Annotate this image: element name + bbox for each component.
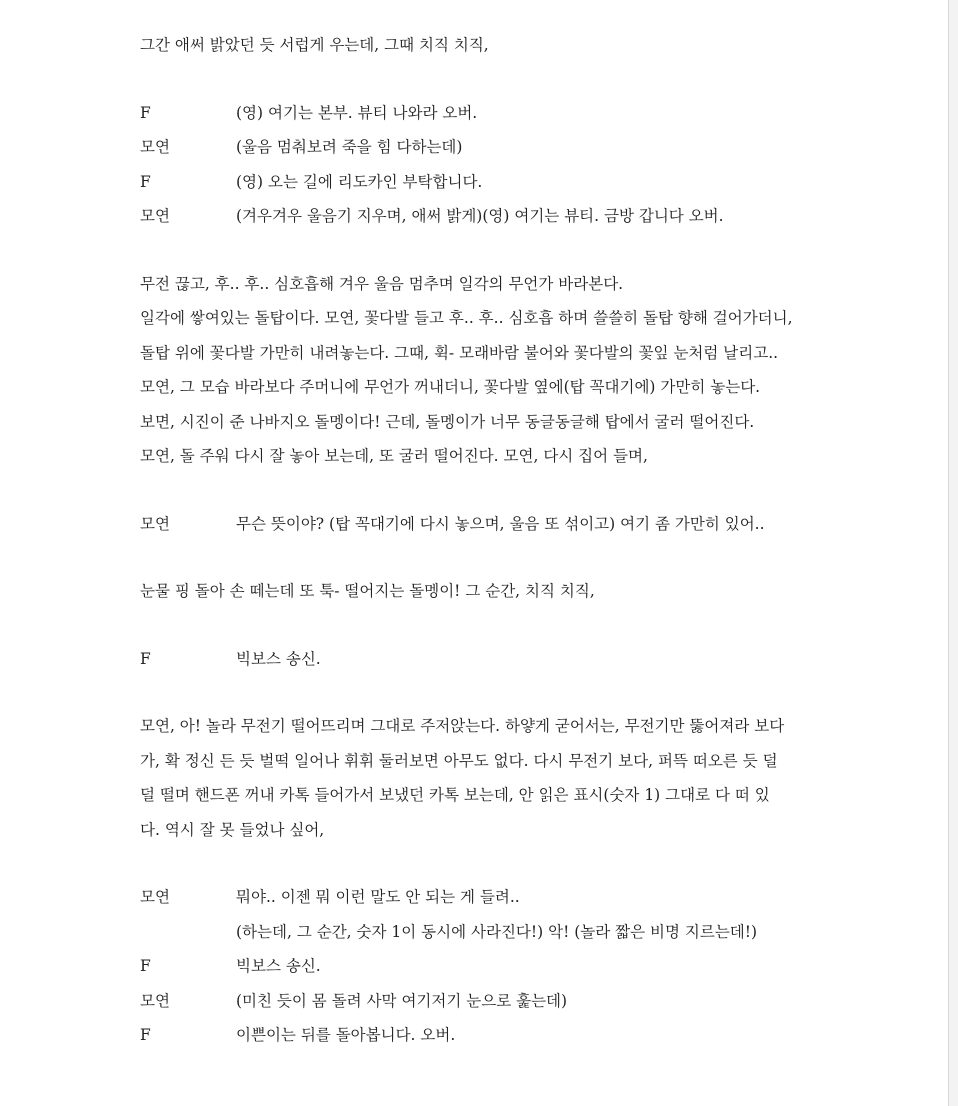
- action-line: 덜 떨며 핸드폰 꺼내 카톡 들어가서 보냈던 카톡 보는데, 안 읽은 표시(숫자 1) 그대로 다 떠 있: [140, 786, 770, 804]
- action-paragraph: [140, 709, 830, 847]
- speaker-name: F: [140, 649, 151, 668]
- action-line: 눈물 핑 돌아 손 떼는데 또 툭- 떨어지는 돌멩이! 그 순간, 치직 치직,: [140, 582, 595, 600]
- speaker-name: 모연: [140, 888, 170, 906]
- action-line: 모연, 그 모습 바라보다 주머니에 무언가 꺼내더니, 꽃다발 옆에(탑 꼭대기에) 가만히 놓는다.: [140, 378, 761, 396]
- action-line: 무전 끊고, 후.. 후.. 심호흡해 겨우 울음 멈추며 일각의 무언가 바라본다.: [140, 274, 624, 293]
- dialogue-line: [140, 880, 830, 915]
- dialogue-text: (울음 멈춰보려 죽을 힘 다하는데): [236, 138, 463, 156]
- action-paragraph: [140, 574, 830, 609]
- blank-line: [140, 234, 830, 267]
- dialogue-line: [140, 915, 830, 950]
- script-content: [140, 28, 830, 1053]
- blank-line: [140, 541, 830, 574]
- speaker-name: 모연: [140, 207, 170, 225]
- speaker-name: 모연: [140, 514, 170, 533]
- dialogue-line: [140, 507, 830, 542]
- action-paragraph: [140, 28, 830, 63]
- speaker-name: F: [140, 172, 151, 191]
- blank-line: [140, 847, 830, 880]
- speaker-name: F: [140, 103, 151, 122]
- dialogue-line: [140, 949, 830, 984]
- dialogue-text: 뭐야.. 이젠 뭐 이런 말도 안 되는 게 들려..: [236, 888, 520, 906]
- dialogue-line: [140, 199, 830, 234]
- dialogue-text: (미친 듯이 몸 돌려 사막 여기저기 눈으로 훑는데): [236, 991, 568, 1010]
- dialogue-block: [140, 642, 830, 677]
- dialogue-block: [140, 96, 830, 234]
- dialogue-text: (영) 오는 길에 리도카인 부탁합니다.: [236, 172, 483, 191]
- dialogue-text: (영) 여기는 본부. 뷰티 나와라 오버.: [236, 103, 478, 122]
- speaker-name: F: [140, 957, 151, 975]
- speaker-name: 모연: [140, 991, 170, 1010]
- dialogue-line: [140, 130, 830, 165]
- action-line: 일각에 쌓여있는 돌탑이다. 모연, 꽃다발 들고 후.. 후.. 심호흡 하며 쓸쓸히 돌탑 향해 걸어가더니,: [140, 309, 793, 327]
- blank-line: [140, 676, 830, 709]
- dialogue-text: (하는데, 그 순간, 숫자 1이 동시에 사라진다!) 악! (놀라 짧은 비명 지르는데!): [236, 922, 758, 941]
- blank-line: [140, 609, 830, 642]
- speaker-name: F: [140, 1026, 151, 1044]
- dialogue-line: [140, 1018, 830, 1053]
- dialogue-block: [140, 507, 830, 542]
- dialogue-text: 빅보스 송신.: [236, 957, 321, 975]
- dialogue-text: (겨우겨우 울음기 지우며, 애써 밝게)(영) 여기는 뷰티. 금방 갑니다 오버.: [236, 207, 724, 225]
- dialogue-line: [140, 96, 830, 131]
- speaker-name: 모연: [140, 138, 170, 156]
- dialogue-block: [140, 880, 830, 1053]
- blank-line: [140, 63, 830, 96]
- action-line: 모연, 돌 주워 다시 잘 놓아 보는데, 또 굴러 떨어진다. 모연, 다시 집어 들며,: [140, 447, 648, 465]
- action-line: 다. 역시 잘 못 들었나 싶어,: [140, 820, 325, 839]
- speaker-name: [140, 915, 236, 950]
- dialogue-text: 빅보스 송신.: [236, 649, 321, 668]
- action-line: 가, 확 정신 든 듯 벌떡 일어나 휘휘 둘러보면 아무도 없다. 다시 무전기 보다, 퍼뜩 떠오른 듯 덜: [140, 751, 778, 770]
- action-line: 보면, 시진이 준 나바지오 돌멩이다! 근데, 돌멩이가 너무 동글동글해 탑에서 굴러 떨어진다.: [140, 412, 755, 431]
- action-line: 모연, 아! 놀라 무전기 떨어뜨리며 그대로 주저앉는다. 하얗게 굳어서는, 무전기만 뚫어져라 보다: [140, 717, 785, 735]
- dialogue-line: [140, 642, 830, 677]
- action-line: 그간 애써 밝았던 듯 서럽게 우는데, 그때 치직 치직,: [140, 36, 489, 54]
- action-paragraph: [140, 267, 830, 474]
- dialogue-line: [140, 165, 830, 200]
- dialogue-text: 무슨 뜻이야? (탑 꼭대기에 다시 놓으며, 울음 또 섞이고) 여기 좀 가만히 있어..: [236, 514, 765, 533]
- dialogue-text: 이쁜이는 뒤를 돌아봅니다. 오버.: [236, 1026, 456, 1044]
- blank-line: [140, 474, 830, 507]
- dialogue-line: [140, 984, 830, 1019]
- action-line: 돌탑 위에 꽃다발 가만히 내려놓는다. 그때, 휙- 모래바람 불어와 꽃다발의 꽃잎 눈처럼 날리고..: [140, 343, 779, 362]
